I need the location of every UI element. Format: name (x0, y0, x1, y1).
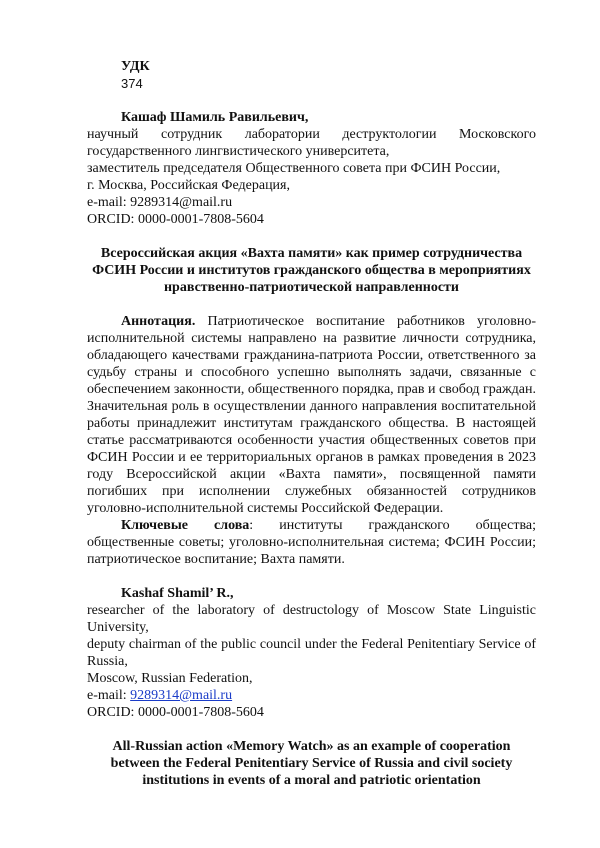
udk-label: УДК (121, 59, 150, 74)
abstract-text-ru: Патриотическое воспитание работников уголовно-исполнительной системы направлено на развитие личности сотрудника, обладающего качествами гражданина-патриота России, ответственного за судьбу страны и способного успешно выполнять задачи, связанные с обеспечением законности, общественного порядка, прав и свобод граждан. Значительная роль в осуществлении данного направления воспитательной работы принадлежит институтам гражданского общества. В настоящей статье рассматриваются особенности участия общественных советов при ФСИН России и ее территориальных органов в рамках проведения в 2023 году Всероссийской акции «Вахта памяти», посвященной памяти погибших при исполнении служебных обязанностей сотрудников уголовно-исполнительной системы Российской Федерации. (87, 314, 536, 516)
udk-code: 374 (121, 76, 143, 91)
author-position-ru-line1: научный сотрудник лаборатории деструктологии Московского (87, 127, 536, 142)
article-title-ru: Всероссийская акция «Вахта памяти» как пример сотрудничества ФСИН России и институтов гражданского общества в мероприятиях нравственно-патриотической направленности (92, 246, 531, 295)
email-link-en[interactable]: 9289314@mail.ru (130, 688, 233, 703)
author-city-en: Moscow, Russian Federation, (87, 671, 253, 686)
author-city-ru: г. Москва, Российская Федерация, (87, 178, 290, 193)
keywords-label-ru: Ключевые слова (121, 518, 250, 533)
email-ru: 9289314@mail.ru (130, 195, 233, 210)
author-email-ru (87, 194, 536, 211)
author-deputy-en: deputy chairman of the public council under the Federal Penitentiary Service of Russia, (87, 637, 536, 669)
author-position-ru-line2: государственного лингвистического университета, (87, 144, 390, 159)
author-email-en (87, 687, 536, 704)
author-name-ru: Кашаф Шамиль Равильевич, (121, 110, 309, 125)
author-orcid-en: ORCID: 0000-0001-7808-5604 (87, 705, 264, 720)
author-position-en: researcher of the laboratory of destructology of Moscow State Linguistic University, (87, 603, 536, 635)
keywords-ru (87, 517, 536, 568)
author-deputy-ru: заместитель председателя Общественного совета при ФСИН России, (87, 161, 501, 176)
article-title-en: All-Russian action «Memory Watch» as an example of cooperation between the Federal Penitentiary Service of Russia and civil society institutions in events of a moral and patriotic orientation (110, 739, 513, 788)
keywords-text-ru: : институты гражданского общества; общественные советы; уголовно-исполнительная система; ФСИН России; патриотическое воспитание; Вахта памяти. (87, 518, 537, 567)
abstract-ru (87, 313, 536, 517)
email-label-ru: e-mail: (87, 195, 131, 210)
abstract-label-ru: Аннотация. (121, 314, 196, 329)
email-label-en: e-mail: (87, 688, 131, 703)
author-orcid-ru: ORCID: 0000-0001-7808-5604 (87, 212, 264, 227)
author-name-en: Kashaf Shamil’ R., (121, 586, 234, 601)
